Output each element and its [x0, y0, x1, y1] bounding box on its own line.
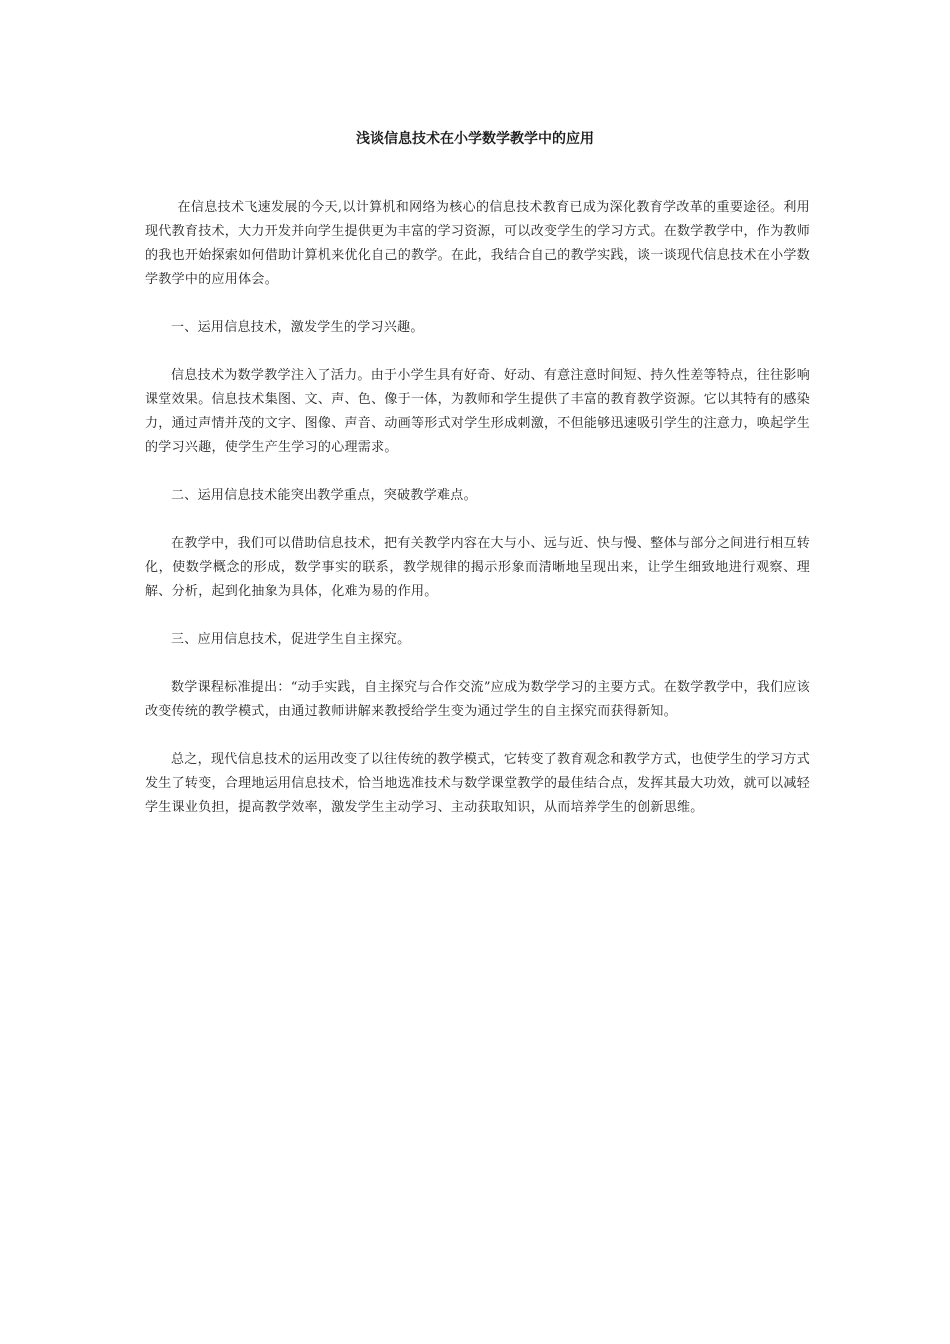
document-body — [145, 196, 810, 820]
section-heading-3: 三、应用信息技术，促进学生自主探究。 — [171, 632, 411, 647]
document-title: 浅谈信息技术在小学数学教学中的应用 — [356, 131, 594, 147]
conclusion-paragraph: 总之，现代信息技术的运用改变了以往传统的教学模式，它转变了教育观念和教学方式，也使学生的学习方式发生了转变，合理地运用信息技术，恰当地选准技术与数学课堂教学的最佳结合点，发挥其最大功效，就可以减轻学生课业负担，提高教学效率，激发学生主动学习、主动获取知识，从而培养学生的创新思维。 — [145, 752, 811, 815]
body-paragraph-2: 在教学中，我们可以借助信息技术，把有关教学内容在大与小、远与近、快与慢、整体与部分之间进行相互转化，使数学概念的形成，数学事实的联系，教学规律的揭示形象而清晰地呈现出来，让学生细致地进行观察、理解、分析，起到化抽象为具体，化难为易的作用。 — [145, 536, 810, 599]
body-paragraph-3: 数学课程标准提出：“动手实践，自主探究与合作交流”应成为数学学习的主要方式。在数学教学中，我们应该改变传统的教学模式，由通过教师讲解来教授给学生变为通过学生的自主探究而获得新知。 — [145, 680, 810, 719]
section-heading-2: 二、运用信息技术能突出教学重点，突破教学难点。 — [171, 488, 477, 503]
body-paragraph-1: 信息技术为数学教学注入了活力。由于小学生具有好奇、好动、有意注意时间短、持久性差等特点，往往影响课堂效果。信息技术集图、文、声、色、像于一体，为教师和学生提供了丰富的教育教学资源。它以其特有的感染力，通过声情并茂的文字、图像、声音、动画等形式对学生形成刺激，不但能够迅速吸引学生的注意力，唤起学生的学习兴趣，使学生产生学习的心理需求。 — [145, 368, 811, 455]
section-heading-1: 一、运用信息技术，激发学生的学习兴趣。 — [171, 320, 424, 335]
intro-paragraph: 在信息技术飞速发展的今天,以计算机和网络为核心的信息技术教育已成为深化教育学改革的重要途径。利用现代教育技术，大力开发并向学生提供更为丰富的学习资源，可以改变学生的学习方式。在数学教学中，作为教师的我也开始探索如何借助计算机来优化自己的教学。在此，我结合自己的教学实践，谈一谈现代信息技术在小学数学教学中的应用体会。 — [145, 200, 811, 287]
